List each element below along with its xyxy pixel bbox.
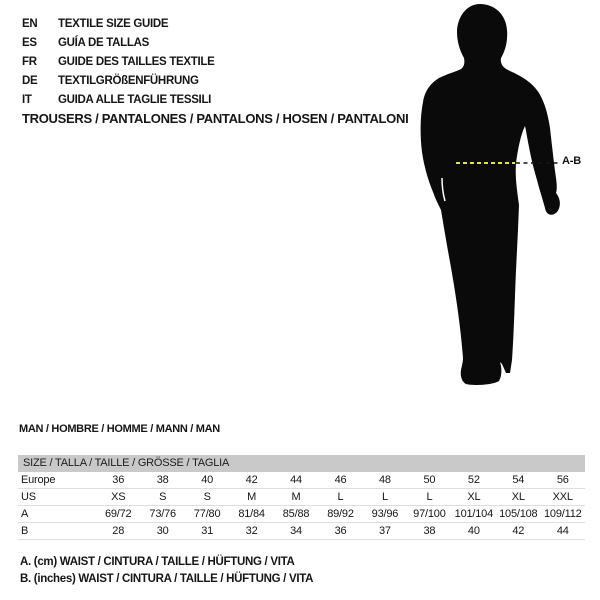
gender-title: MAN / HOMBRE / HOMME / MANN / MAN [19,423,220,435]
size-table-header: SIZE / TALLA / TAILLE / GRÖSSE / TAGLIA [18,455,585,472]
size-cell: 56 [556,474,569,486]
size-cell: 42 [512,525,525,537]
size-cell: 31 [201,525,214,537]
size-cell: 28 [112,525,125,537]
measure-label-a-b: A-B [562,155,581,167]
size-cell: 38 [423,525,436,537]
row-label: A [21,508,29,520]
table-row [18,523,585,540]
language-code: DE [22,74,38,87]
language-label: GUÍA DE TALLAS [58,36,149,49]
language-code: EN [22,17,38,30]
size-cell: 32 [245,525,258,537]
language-row [22,90,215,109]
language-label: TEXTILGRÖßENFÜHRUNG [58,74,199,87]
size-cell: 109/112 [543,508,582,520]
table-row [18,489,585,506]
size-cell: 40 [201,474,214,486]
man-silhouette-svg [415,0,600,395]
size-cell: XL [511,491,525,503]
size-cell: 48 [379,474,391,486]
language-list [22,14,215,109]
note-line: A. (cm) WAIST / CINTURA / TAILLE / HÜFTUNG / VITA [20,556,295,568]
size-cell: XL [467,491,481,503]
size-cell: M [291,491,301,503]
language-code: FR [22,55,37,68]
language-row [22,52,215,71]
language-row [22,71,215,90]
category-title: TROUSERS / PANTALONES / PANTALONS / HOSEN / PANTALONI [22,111,409,126]
table-row [18,506,585,523]
size-cell: M [247,491,257,503]
language-code: IT [22,93,32,106]
note-line: B. (inches) WAIST / CINTURA / TAILLE / HÜFTUNG / VITA [20,573,314,585]
size-cell: 89/92 [327,508,354,520]
size-table [18,455,585,540]
size-cell: 44 [556,525,569,537]
man-silhouette-path [421,4,560,385]
size-cell: S [203,491,211,503]
row-label: B [21,525,29,537]
size-cell: XS [111,491,126,503]
notes [20,554,313,588]
row-label: Europe [21,474,56,486]
size-cell: 97/100 [413,508,446,520]
language-label: GUIDE DES TAILLES TEXTILE [58,55,215,68]
size-cell: 34 [290,525,302,537]
size-cell: 36 [112,474,125,486]
size-cell: 52 [467,474,480,486]
size-cell: S [159,491,167,503]
language-label: TEXTILE SIZE GUIDE [58,17,169,30]
size-cell: L [337,491,344,503]
size-cell: 73/76 [149,508,176,520]
language-label: GUIDA ALLE TAGLIE TESSILI [58,93,212,106]
size-cell: 77/80 [193,508,221,520]
language-row [22,33,215,52]
size-cell: 38 [156,474,169,486]
size-cell: L [426,491,433,503]
size-cell: 44 [290,474,302,486]
size-cell: 85/88 [282,508,310,520]
man-silhouette-figure [415,0,600,395]
size-cell: 46 [334,474,347,486]
size-cell: 81/84 [238,508,265,520]
table-row [18,472,585,489]
size-cell: 50 [423,474,436,486]
row-label: US [21,491,36,503]
size-cell: 37 [379,525,391,537]
size-cell: 36 [334,525,347,537]
size-cell: 101/104 [454,508,494,520]
language-row [22,14,215,33]
size-cell: 93/96 [371,508,399,520]
size-cell: 69/72 [104,508,132,520]
size-cell: 40 [467,525,480,537]
language-code: ES [22,36,37,49]
size-table-body [18,472,585,540]
size-cell: L [381,491,388,503]
size-cell: 54 [512,474,525,486]
size-cell: 42 [245,474,258,486]
size-cell: 30 [156,525,169,537]
size-cell: XXL [552,491,573,503]
size-cell: 105/108 [499,508,538,520]
